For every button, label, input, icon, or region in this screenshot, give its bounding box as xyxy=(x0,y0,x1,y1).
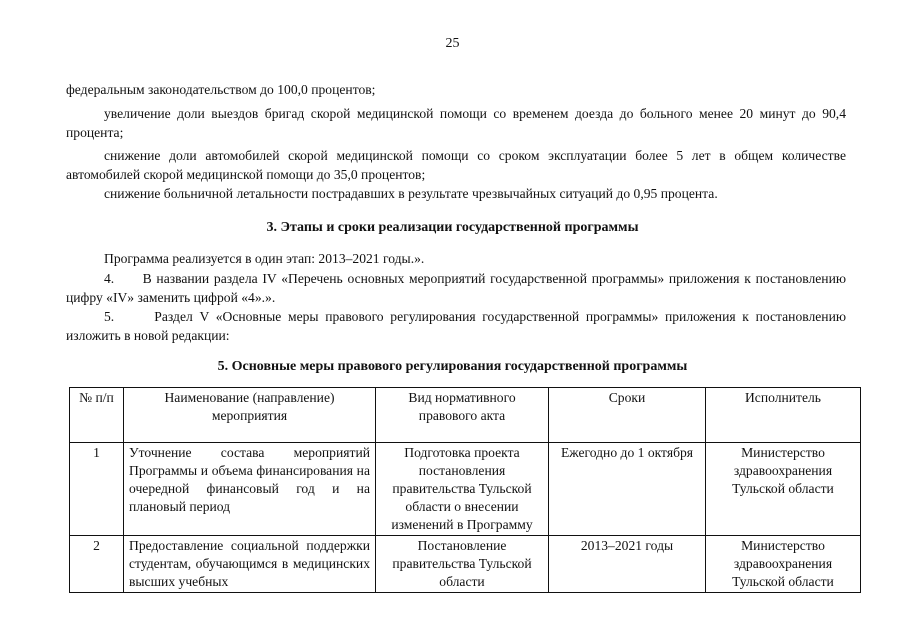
row-number: 1 xyxy=(70,443,124,536)
row-act: Постановление правительства Тульской области xyxy=(376,536,549,593)
table-row xyxy=(70,536,861,593)
header-term: Сроки xyxy=(549,388,706,443)
header-number: № п/п xyxy=(70,388,124,443)
row-executor: Министерство здравоохранения Тульской области xyxy=(706,536,861,593)
paragraph-ambulance-vehicles: снижение доли автомобилей скорой медицинской помощи со сроком эксплуатации более 5 лет в общем количестве автомобилей скорой медицинской помощи до 35,0 процентов; xyxy=(66,148,846,182)
paragraph-program-stage: Программа реализуется в один этап: 2013–2021 годы.». xyxy=(104,251,425,266)
paragraph-ambulance-arrival: увеличение доли выездов бригад скорой медицинской помощи со временем доезда до больного менее 20 минут до 90,4 процента; xyxy=(66,106,846,140)
table-row xyxy=(70,443,861,536)
section-5-heading: 5. Основные меры правового регулирования государственной программы xyxy=(217,359,688,374)
table-header-row xyxy=(70,388,861,443)
row-executor: Министерство здравоохранения Тульской области xyxy=(706,443,861,536)
row-term: 2013–2021 годы xyxy=(549,536,706,593)
section-3-heading: 3. Этапы и сроки реализации государственной программы xyxy=(266,220,639,235)
paragraph-item-5: 5. Раздел V «Основные меры правового регулирования государственной программы» приложения к постановлению изложить в новой редакции: xyxy=(66,309,846,343)
row-term: Ежегодно до 1 октября xyxy=(549,443,706,536)
page-number: 25 xyxy=(445,36,460,51)
header-executor: Исполнитель xyxy=(706,388,861,443)
paragraph-hospital-lethality: снижение больничной летальности пострадавших в результате чрезвычайных ситуаций до 0,95 процента. xyxy=(104,186,718,201)
legal-measures-table xyxy=(69,387,861,593)
row-name: Уточнение состава мероприятий Программы и объема финансирования на очередной финансовый год и на плановый период xyxy=(124,443,376,536)
row-name: Предоставление социальной поддержки студентам, обучающимся в медицинских высших учебных xyxy=(124,536,376,593)
paragraph-item-4: 4. В названии раздела IV «Перечень основных мероприятий государственной программы» приложения к постановлению цифру «IV» заменить цифрой «4».». xyxy=(66,271,846,305)
header-act-type: Вид нормативного правового акта xyxy=(376,388,549,443)
header-name: Наименование (направление) мероприятия xyxy=(124,388,376,443)
row-act: Подготовка проекта постановления правительства Тульской области о внесении изменений в Программу xyxy=(376,443,549,536)
row-number: 2 xyxy=(70,536,124,593)
paragraph-federal-law: федеральным законодательством до 100,0 процентов; xyxy=(66,82,376,97)
